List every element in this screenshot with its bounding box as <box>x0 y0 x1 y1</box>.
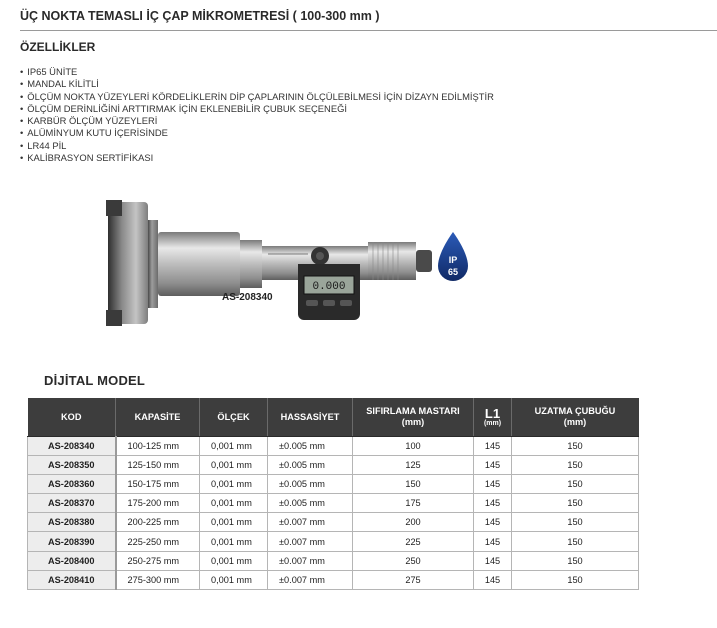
cell-olcek: 0,001 mm <box>200 551 268 570</box>
table-row <box>28 570 639 589</box>
head-collar <box>148 220 158 308</box>
feature-item: • ÖLÇÜM NOKTA YÜZEYLERİ KÖRDELİKLERİN DİP ÇAPLARININ ÖLÇÜLEBİLMESİ İÇİN DİZAYN EDİLMİŞTİR <box>20 91 494 103</box>
cell-l1: 145 <box>474 570 512 589</box>
col-header-uzatma-label: UZATMA ÇUBUĞU <box>534 406 616 416</box>
table-header-row <box>28 398 639 437</box>
col-header-mastar <box>353 398 474 437</box>
cell-l1: 145 <box>474 532 512 551</box>
cell-olcek: 0,001 mm <box>200 570 268 589</box>
cell-kapasite: 225-250 mm <box>116 532 200 551</box>
micrometer-body <box>158 232 240 296</box>
col-header-kapasite: KAPASİTE <box>116 398 200 437</box>
head-jaw <box>106 310 122 326</box>
micrometer-sleeve <box>240 240 262 288</box>
model-caption: AS-208340 <box>222 292 273 303</box>
col-header-hassasiyet: HASSASİYET <box>268 398 353 437</box>
cell-kapasite: 150-175 mm <box>116 475 200 494</box>
cell-uzatma: 150 <box>512 532 639 551</box>
cell-uzatma: 150 <box>512 513 639 532</box>
cell-kapasite: 275-300 mm <box>116 570 200 589</box>
display-button <box>340 300 352 306</box>
cell-l1: 145 <box>474 456 512 475</box>
cell-kod: AS-208390 <box>28 532 116 551</box>
cell-uzatma: 150 <box>512 494 639 513</box>
lock-knob-center <box>316 252 324 260</box>
feature-item: • ÖLÇÜM DERİNLİĞİNİ ARTTIRMAK İÇİN EKLENEBİLİR ÇUBUK SEÇENEĞİ <box>20 103 494 115</box>
cell-kapasite: 125-150 mm <box>116 456 200 475</box>
feature-item: • KARBÜR ÖLÇÜM YÜZEYLERİ <box>20 115 494 127</box>
table-row <box>28 513 639 532</box>
spec-table <box>27 398 639 590</box>
table-row <box>28 532 639 551</box>
head-jaw <box>106 200 122 216</box>
cell-uzatma: 150 <box>512 437 639 456</box>
cell-hassasiyet: ±0.007 mm <box>268 532 353 551</box>
title-divider <box>20 30 717 31</box>
cell-hassasiyet: ±0.007 mm <box>268 551 353 570</box>
section-title: DİJİTAL MODEL <box>44 373 146 388</box>
cell-olcek: 0,001 mm <box>200 437 268 456</box>
col-header-mastar-unit: (mm) <box>401 417 425 427</box>
micrometer-thimble <box>368 242 416 280</box>
cell-l1: 145 <box>474 551 512 570</box>
cell-uzatma: 150 <box>512 570 639 589</box>
features-heading: ÖZELLİKLER <box>20 40 96 54</box>
cell-hassasiyet: ±0.005 mm <box>268 456 353 475</box>
features-list <box>20 66 494 164</box>
cell-mastar: 250 <box>353 551 474 570</box>
cell-olcek: 0,001 mm <box>200 475 268 494</box>
lcd-value: 0.000 <box>312 281 346 293</box>
cell-uzatma: 150 <box>512 456 639 475</box>
feature-item: • IP65 ÜNİTE <box>20 66 494 78</box>
cell-kapasite: 200-225 mm <box>116 513 200 532</box>
col-header-l1-label: L1 <box>484 405 501 421</box>
ip65-badge-text: 65 <box>447 267 459 277</box>
display-button <box>323 300 335 306</box>
cell-l1: 145 <box>474 494 512 513</box>
table-row <box>28 437 639 456</box>
cell-mastar: 275 <box>353 570 474 589</box>
ip65-badge-text: IP <box>448 255 458 265</box>
table-row <box>28 456 639 475</box>
cell-uzatma: 150 <box>512 551 639 570</box>
cell-hassasiyet: ±0.005 mm <box>268 437 353 456</box>
cell-kod: AS-208410 <box>28 570 116 589</box>
micrometer-product-image <box>98 192 478 332</box>
cell-hassasiyet: ±0.005 mm <box>268 475 353 494</box>
cell-olcek: 0,001 mm <box>200 494 268 513</box>
feature-item: • LR44 PİL <box>20 140 494 152</box>
cell-uzatma: 150 <box>512 475 639 494</box>
measuring-head <box>108 202 148 324</box>
table-row <box>28 551 639 570</box>
cell-olcek: 0,001 mm <box>200 532 268 551</box>
cell-kod: AS-208400 <box>28 551 116 570</box>
feature-item: • KALİBRASYON SERTİFİKASI <box>20 152 494 164</box>
table-row <box>28 475 639 494</box>
cell-mastar: 100 <box>353 437 474 456</box>
cell-l1: 145 <box>474 437 512 456</box>
feature-item: • ALÜMİNYUM KUTU İÇERİSİNDE <box>20 127 494 139</box>
col-header-l1-unit: (mm) <box>483 419 502 427</box>
col-header-mastar-label: SIFIRLAMA MASTARI <box>366 406 460 416</box>
col-header-l1 <box>474 398 512 437</box>
cell-kod: AS-208380 <box>28 513 116 532</box>
cell-l1: 145 <box>474 475 512 494</box>
col-header-uzatma-unit: (mm) <box>563 417 587 427</box>
ratchet-stop <box>416 250 432 272</box>
cell-hassasiyet: ±0.005 mm <box>268 494 353 513</box>
cell-kapasite: 100-125 mm <box>116 437 200 456</box>
col-header-uzatma <box>512 398 639 437</box>
cell-mastar: 125 <box>353 456 474 475</box>
table-row <box>28 494 639 513</box>
cell-kod: AS-208350 <box>28 456 116 475</box>
display-button <box>306 300 318 306</box>
cell-hassasiyet: ±0.007 mm <box>268 513 353 532</box>
cell-olcek: 0,001 mm <box>200 456 268 475</box>
cell-kod: AS-208340 <box>28 437 116 456</box>
cell-mastar: 150 <box>353 475 474 494</box>
col-header-olcek: ÖLÇEK <box>200 398 268 437</box>
cell-hassasiyet: ±0.007 mm <box>268 570 353 589</box>
cell-kod: AS-208370 <box>28 494 116 513</box>
cell-mastar: 200 <box>353 513 474 532</box>
cell-kapasite: 175-200 mm <box>116 494 200 513</box>
cell-mastar: 225 <box>353 532 474 551</box>
cell-mastar: 175 <box>353 494 474 513</box>
cell-kapasite: 250-275 mm <box>116 551 200 570</box>
cell-olcek: 0,001 mm <box>200 513 268 532</box>
cell-l1: 145 <box>474 513 512 532</box>
page-title: ÜÇ NOKTA TEMASLI İÇ ÇAP MİKROMETRESİ ( 100-300 mm ) <box>20 9 380 23</box>
cell-kod: AS-208360 <box>28 475 116 494</box>
col-header-kod: KOD <box>28 398 116 437</box>
feature-item: • MANDAL KİLİTLİ <box>20 78 494 90</box>
